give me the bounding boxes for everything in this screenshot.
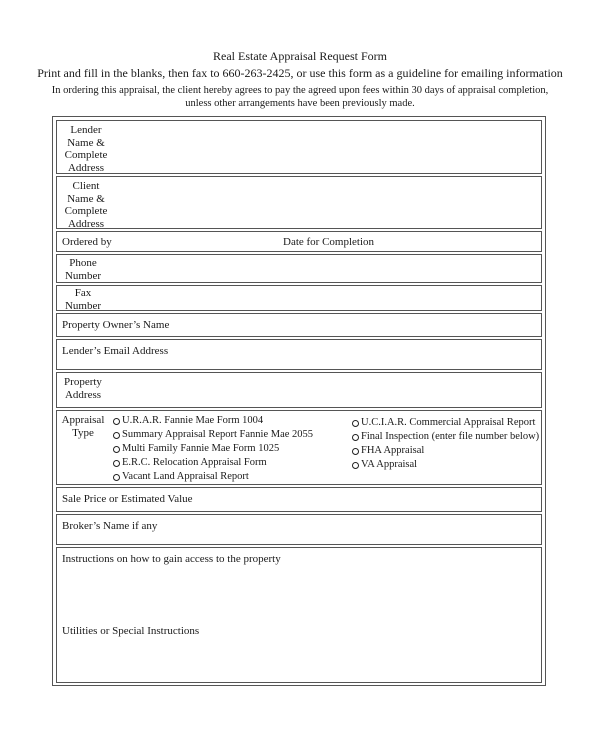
utilities-label: Utilities or Special Instructions	[62, 625, 200, 637]
lender-email-row	[56, 339, 542, 370]
radio-button[interactable]	[113, 460, 120, 467]
property-address-label: Property Address	[64, 376, 102, 401]
date-for-completion-field[interactable]	[387, 232, 541, 251]
client-label: Client Name & Complete Address	[64, 180, 108, 230]
lender-email-field[interactable]	[177, 340, 541, 369]
utilities-field[interactable]	[57, 640, 541, 682]
property-address-row	[56, 372, 542, 408]
sale-price-field[interactable]	[197, 488, 541, 511]
property-owner-label: Property Owner’s Name	[62, 319, 170, 331]
broker-label: Broker’s Name if any	[62, 520, 158, 532]
appraisal-options-left	[113, 414, 313, 484]
radio-button[interactable]	[113, 474, 120, 481]
form-subtitle: Print and fill in the blanks, then fax to 660-263-2425, or use this form as a guideline for emailing information	[37, 66, 563, 80]
appraisal-type-row	[56, 410, 542, 485]
fax-row	[56, 285, 542, 311]
property-owner-field[interactable]	[177, 314, 541, 336]
appraisal-option-final-inspection[interactable]: Final Inspection (enter file number below)	[352, 430, 539, 444]
client-address-field[interactable]	[115, 177, 541, 228]
property-owner-row	[56, 313, 542, 337]
appraisal-option-fha[interactable]: FHA Appraisal	[352, 444, 539, 458]
appraisal-option-uciar[interactable]: U.C.I.A.R. Commercial Appraisal Report	[352, 416, 539, 430]
property-address-field[interactable]	[109, 373, 541, 407]
lender-row	[56, 120, 542, 174]
access-instructions-field[interactable]	[57, 568, 541, 618]
payment-terms-line-2: unless other arrangements have been previously made.	[185, 98, 415, 109]
radio-button[interactable]	[352, 420, 359, 427]
radio-button[interactable]	[352, 434, 359, 441]
appraisal-option-multi-family[interactable]: Multi Family Fannie Mae Form 1025	[113, 442, 313, 456]
appraisal-type-label: Appraisal Type	[61, 414, 105, 439]
appraisal-option-vacant-land[interactable]: Vacant Land Appraisal Report	[113, 470, 313, 484]
radio-button[interactable]	[352, 448, 359, 455]
lender-label: Lender Name & Complete Address	[64, 124, 108, 174]
broker-name-field[interactable]	[162, 515, 541, 544]
date-for-completion-label: Date for Completion	[283, 236, 375, 248]
appraisal-option-urar[interactable]: U.R.A.R. Fannie Mae Form 1004	[113, 414, 313, 428]
fax-number-field[interactable]	[109, 286, 541, 310]
fax-label: Fax Number	[64, 287, 102, 312]
form-title: Real Estate Appraisal Request Form	[213, 49, 387, 63]
appraisal-option-erc[interactable]: E.R.C. Relocation Appraisal Form	[113, 456, 313, 470]
sale-price-label: Sale Price or Estimated Value	[62, 493, 193, 505]
instructions-row	[56, 547, 542, 683]
phone-row	[56, 254, 542, 283]
phone-label: Phone Number	[64, 257, 102, 282]
broker-row	[56, 514, 542, 545]
payment-terms-line-1: In ordering this appraisal, the client hereby agrees to pay the agreed upon fees within 30 days of appraisal completion,	[51, 85, 549, 96]
lender-address-field[interactable]	[115, 121, 541, 173]
sale-price-row	[56, 487, 542, 512]
radio-button[interactable]	[113, 432, 120, 439]
radio-button[interactable]	[113, 446, 120, 453]
appraisal-options-right	[352, 416, 539, 472]
lender-email-label: Lender’s Email Address	[62, 345, 169, 357]
phone-number-field[interactable]	[109, 255, 541, 282]
radio-button[interactable]	[352, 462, 359, 469]
appraisal-option-va[interactable]: VA Appraisal	[352, 458, 539, 472]
radio-button[interactable]	[113, 418, 120, 425]
client-row	[56, 176, 542, 229]
request-form-table	[52, 116, 546, 686]
access-instructions-label: Instructions on how to gain access to the property	[62, 553, 281, 565]
appraisal-option-summary[interactable]: Summary Appraisal Report Fannie Mae 2055	[113, 428, 313, 442]
ordered-by-row	[56, 231, 542, 252]
ordered-by-field[interactable]	[117, 232, 277, 251]
ordered-by-label: Ordered by	[62, 236, 112, 248]
